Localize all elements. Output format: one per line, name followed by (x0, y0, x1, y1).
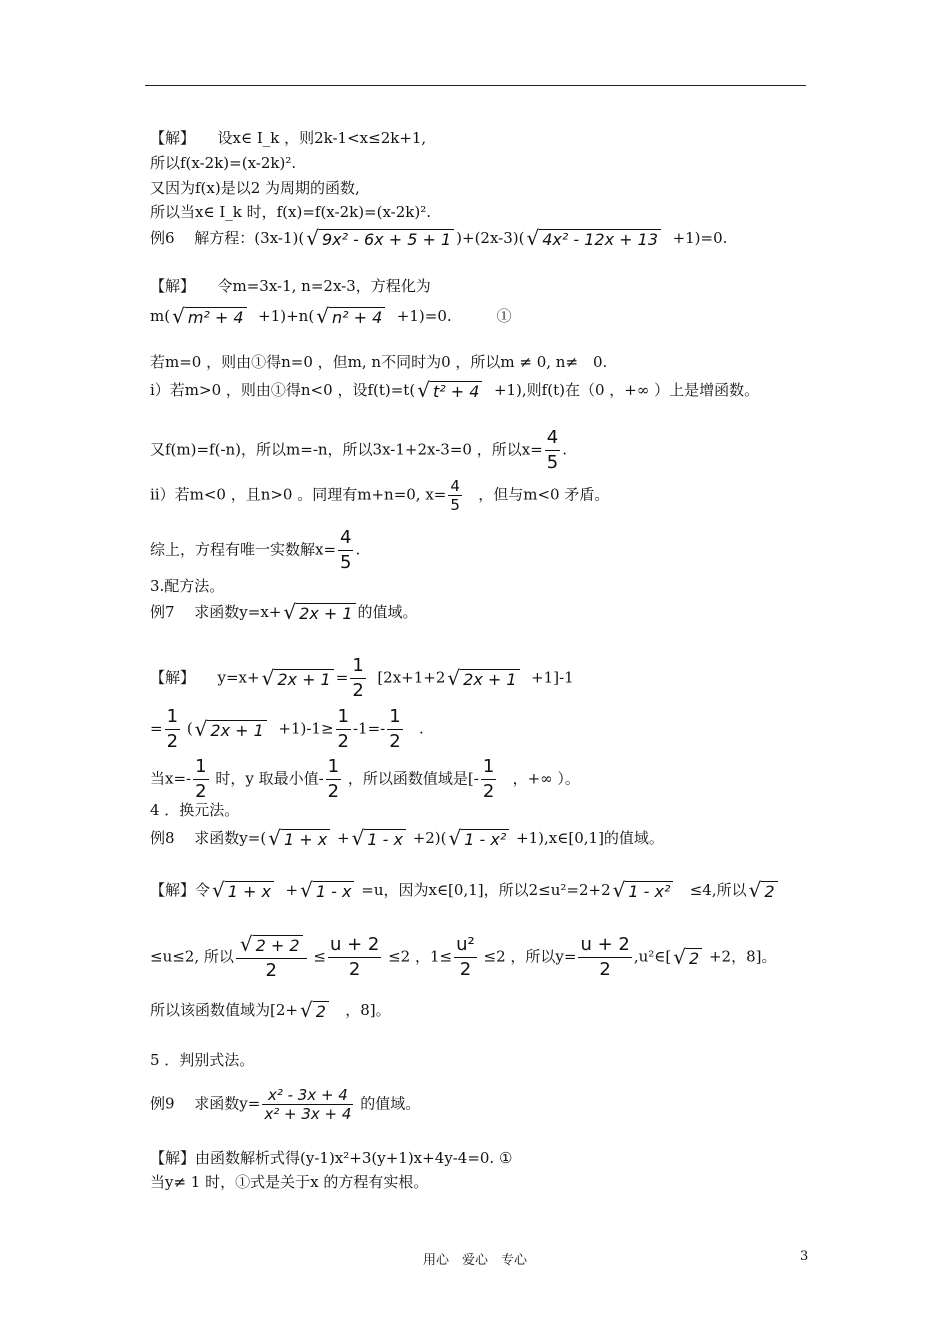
text: ≤2 ，所以y= (483, 947, 577, 966)
text: = (150, 719, 163, 738)
line-11 (150, 477, 609, 514)
fraction: $\frac{4}{5}$ (340, 527, 352, 573)
text: 又f(m)=f(-n)，所以m=-n，所以3x-1+2x-3=0 ，所以x= (150, 440, 543, 459)
text: +2)( (412, 829, 447, 847)
fraction: $\frac{4}{5}$ (546, 427, 559, 473)
sqrt: √ m² + 4 (172, 306, 247, 328)
line-4: 所以当x∈ I_k 时，f(x)=f(x-2k)=(x-2k)². (150, 203, 432, 221)
text: +1]-1 (531, 668, 574, 687)
line-15 (150, 654, 574, 703)
text: +1)-1≥ (278, 719, 334, 738)
sqrt: √ 2x + 1 (283, 602, 355, 624)
text: +1)+n( (258, 307, 315, 325)
sqrt: √ 2x + 1 (447, 668, 519, 690)
line-7 (150, 306, 512, 328)
line-18: 4 ．换元法。 (150, 801, 240, 819)
line-5 (150, 228, 727, 250)
text: 当x=- (150, 769, 192, 788)
text: ≤ (313, 947, 326, 966)
text: ≤2 ，1≤ (388, 947, 453, 966)
text: =u，因为x∈[0,1]，所以2≤u²=2+2 (361, 881, 611, 899)
fraction: $\frac{1}{2}$ (337, 706, 349, 752)
line-21 (150, 932, 776, 983)
text: +2，8]。 (708, 947, 777, 966)
text: 【解】 y=x+ (150, 668, 260, 687)
line-25: 【解】由函数解析式得(y-1)x²+3(y+1)x+4y-4=0. ① (150, 1149, 513, 1167)
fraction: $\frac{√ 2 + 2}{2}$ (236, 932, 307, 983)
line-17 (150, 755, 580, 804)
text: ,u²∈[ (633, 947, 672, 966)
sqrt: √ 1 + x (268, 828, 330, 850)
line-20 (150, 880, 780, 902)
fraction: $\frac{1}{2}$ (482, 756, 495, 802)
sqrt: √ 1 - x (352, 828, 406, 850)
text: 综上，方程有唯一实数解x= (150, 540, 337, 559)
line-16: = $\frac{1}{2}$ ( √ 2x + 1 +1)-1≥ $\frac{1}{2}$ -1=- $\frac{1}{2}$ . (150, 706, 424, 752)
text: )+(2x-3)( (456, 229, 525, 247)
text: ，所以函数值域是[- (347, 769, 479, 788)
sqrt: √ 2 (749, 880, 778, 902)
fraction: $\frac{\text{x² - 3x + 4}}{\text{x² + 3x + 4}}$ (264, 1086, 352, 1123)
line-1: 【解】 设x∈ I_k ，则2k-1<x≤2k+1, (150, 129, 427, 147)
sqrt: √ t² + 4 (417, 380, 482, 402)
text: 例7 求函数y=x+ (150, 603, 282, 621)
line-22 (150, 1000, 391, 1022)
line-9 (150, 380, 759, 402)
sqrt: √ 1 - x (300, 880, 354, 902)
line-13: 3.配方法。 (150, 577, 225, 595)
line-24 (150, 1086, 420, 1123)
line-3: 又因为f(x)是以2 为周期的函数, (150, 179, 360, 197)
sqrt: √ 2x + 1 (195, 719, 267, 741)
text: +1)=0. (672, 229, 728, 247)
sqrt: √ 2x + 1 (262, 668, 334, 690)
fraction: $\frac{1}{2}$ (327, 756, 340, 802)
text: 的值域。 (357, 603, 418, 621)
line-23: 5 ．判别式法。 (150, 1051, 255, 1069)
fraction: $\frac{1}{2}$ (195, 756, 207, 802)
text: = (335, 668, 349, 687)
text: ⅰ）若m>0 ，则由①得n<0 ，设f(t)=t( (150, 381, 416, 399)
text: ，但与m<0 矛盾。 (478, 485, 610, 504)
text: -1=- (352, 719, 386, 738)
text: +1)=0. ① (396, 307, 512, 325)
sqrt: √ n² + 4 (316, 306, 385, 328)
text: ⅱ）若m<0 ，且n>0 。同理有m+n=0, x= (150, 485, 447, 504)
fraction: $\frac{1}{2}$ (389, 706, 401, 752)
sqrt: √ 1 - x² (449, 828, 510, 850)
text: 所以该函数值域为[2+ (150, 1001, 298, 1019)
header-rule (145, 85, 806, 86)
line-26: 当y≠ 1 时，①式是关于x 的方程有实根。 (150, 1173, 429, 1191)
line-19 (150, 828, 664, 850)
text: +1),x∈[0,1]的值域。 (516, 829, 664, 847)
text: ≤u≤2, 所以 (150, 947, 234, 966)
text: 例6 解方程：(3x-1)( (150, 229, 305, 247)
sqrt: √ 2 (300, 1000, 329, 1022)
sqrt: √ 2 (673, 947, 702, 969)
line-14 (150, 602, 418, 624)
sqrt: √ 1 + x (212, 880, 274, 902)
text: +1),则f(t)在（0 ，+∞ ）上是增函数。 (493, 381, 760, 399)
line-2: 所以f(x-2k)=(x-2k)². (150, 154, 297, 172)
page-footer: 用心 爱心 专心 (422, 1253, 527, 1268)
text: ( (186, 719, 193, 738)
fraction: $\frac{4}{5}$ (450, 477, 460, 514)
text: + (336, 829, 350, 847)
text: 例9 求函数y= (150, 1094, 261, 1113)
page-number: 3 (800, 1249, 809, 1264)
text: m( (150, 307, 171, 325)
fraction: $\frac{u + 2}{2}$ (580, 934, 630, 980)
sqrt: √ 1 - x² (613, 880, 674, 902)
fraction: $\frac{1}{2}$ (166, 706, 179, 752)
text: 【解】令 (150, 881, 211, 899)
line-6: 【解】 令m=3x-1, n=2x-3，方程化为 (150, 277, 431, 295)
text: 例8 求函数y=( (150, 829, 267, 847)
text: ≤4,所以 (689, 881, 747, 899)
text: 的值域。 (360, 1094, 421, 1113)
text: ，8]。 (345, 1001, 391, 1019)
text: ，+∞ ）。 (512, 769, 580, 788)
line-8: 若m=0 ，则由①得n=0 ，但m, n不同时为0 ，所以m ≠ 0, n≠ 0. (150, 353, 608, 371)
fraction: $\frac{1}{2}$ (352, 655, 364, 701)
sqrt: √ 9x² - 6x + 5 + 1 (306, 228, 454, 250)
line-12: 综上，方程有唯一实数解x= $\frac{4}{5}$ . (150, 527, 361, 573)
text: + (285, 881, 299, 899)
line-10: 又f(m)=f(-n)，所以m=-n，所以3x-1+2x-3=0 ，所以x= $\frac{4}{5}$ . (150, 427, 567, 473)
sqrt: √ 4x² - 12x + 13 (526, 228, 661, 250)
text: 时，y 取最小值- (215, 769, 324, 788)
fraction: $\frac{u + 2}{2}$ (329, 934, 380, 980)
text: [2x+1+2 (377, 668, 446, 687)
fraction: $\frac{\text{u²}}{2}$ (456, 934, 475, 980)
